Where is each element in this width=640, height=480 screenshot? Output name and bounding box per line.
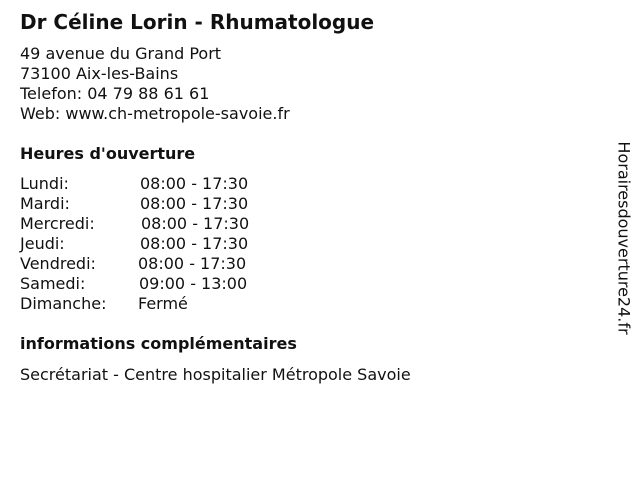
day-label: Mercredi: — [20, 214, 95, 233]
address-block — [20, 44, 290, 124]
hours-heading: Heures d'ouverture — [20, 144, 196, 163]
day-label: Dimanche: — [20, 294, 107, 313]
day-label: Vendredi: — [20, 254, 96, 273]
site-watermark: Horairesdouverture24.fr — [614, 141, 634, 335]
city-address: 73100 Aix-les-Bains — [20, 64, 179, 83]
info-text: Secrétariat - Centre hospitalier Métropole Savoie — [20, 365, 411, 384]
time-value: 08:00 - 17:30 — [140, 194, 249, 213]
time-value: 08:00 - 17:30 — [140, 234, 249, 253]
time-value: 08:00 - 17:30 — [141, 214, 250, 233]
street-address: 49 avenue du Grand Port — [20, 44, 222, 63]
time-value: Fermé — [138, 294, 188, 313]
day-label: Samedi: — [20, 274, 86, 293]
time-value: 08:00 - 17:30 — [138, 254, 247, 273]
phone-number: Telefon: 04 79 88 61 61 — [20, 84, 210, 103]
website: Web: www.ch-metropole-savoie.fr — [20, 104, 290, 123]
page-title: Dr Céline Lorin - Rhumatologue — [20, 10, 375, 34]
time-value: 09:00 - 13:00 — [139, 274, 248, 293]
day-label: Jeudi: — [20, 234, 65, 253]
info-heading: informations complémentaires — [20, 334, 297, 353]
day-label: Lundi: — [20, 174, 69, 193]
day-label: Mardi: — [20, 194, 70, 213]
time-value: 08:00 - 17:30 — [140, 174, 249, 193]
